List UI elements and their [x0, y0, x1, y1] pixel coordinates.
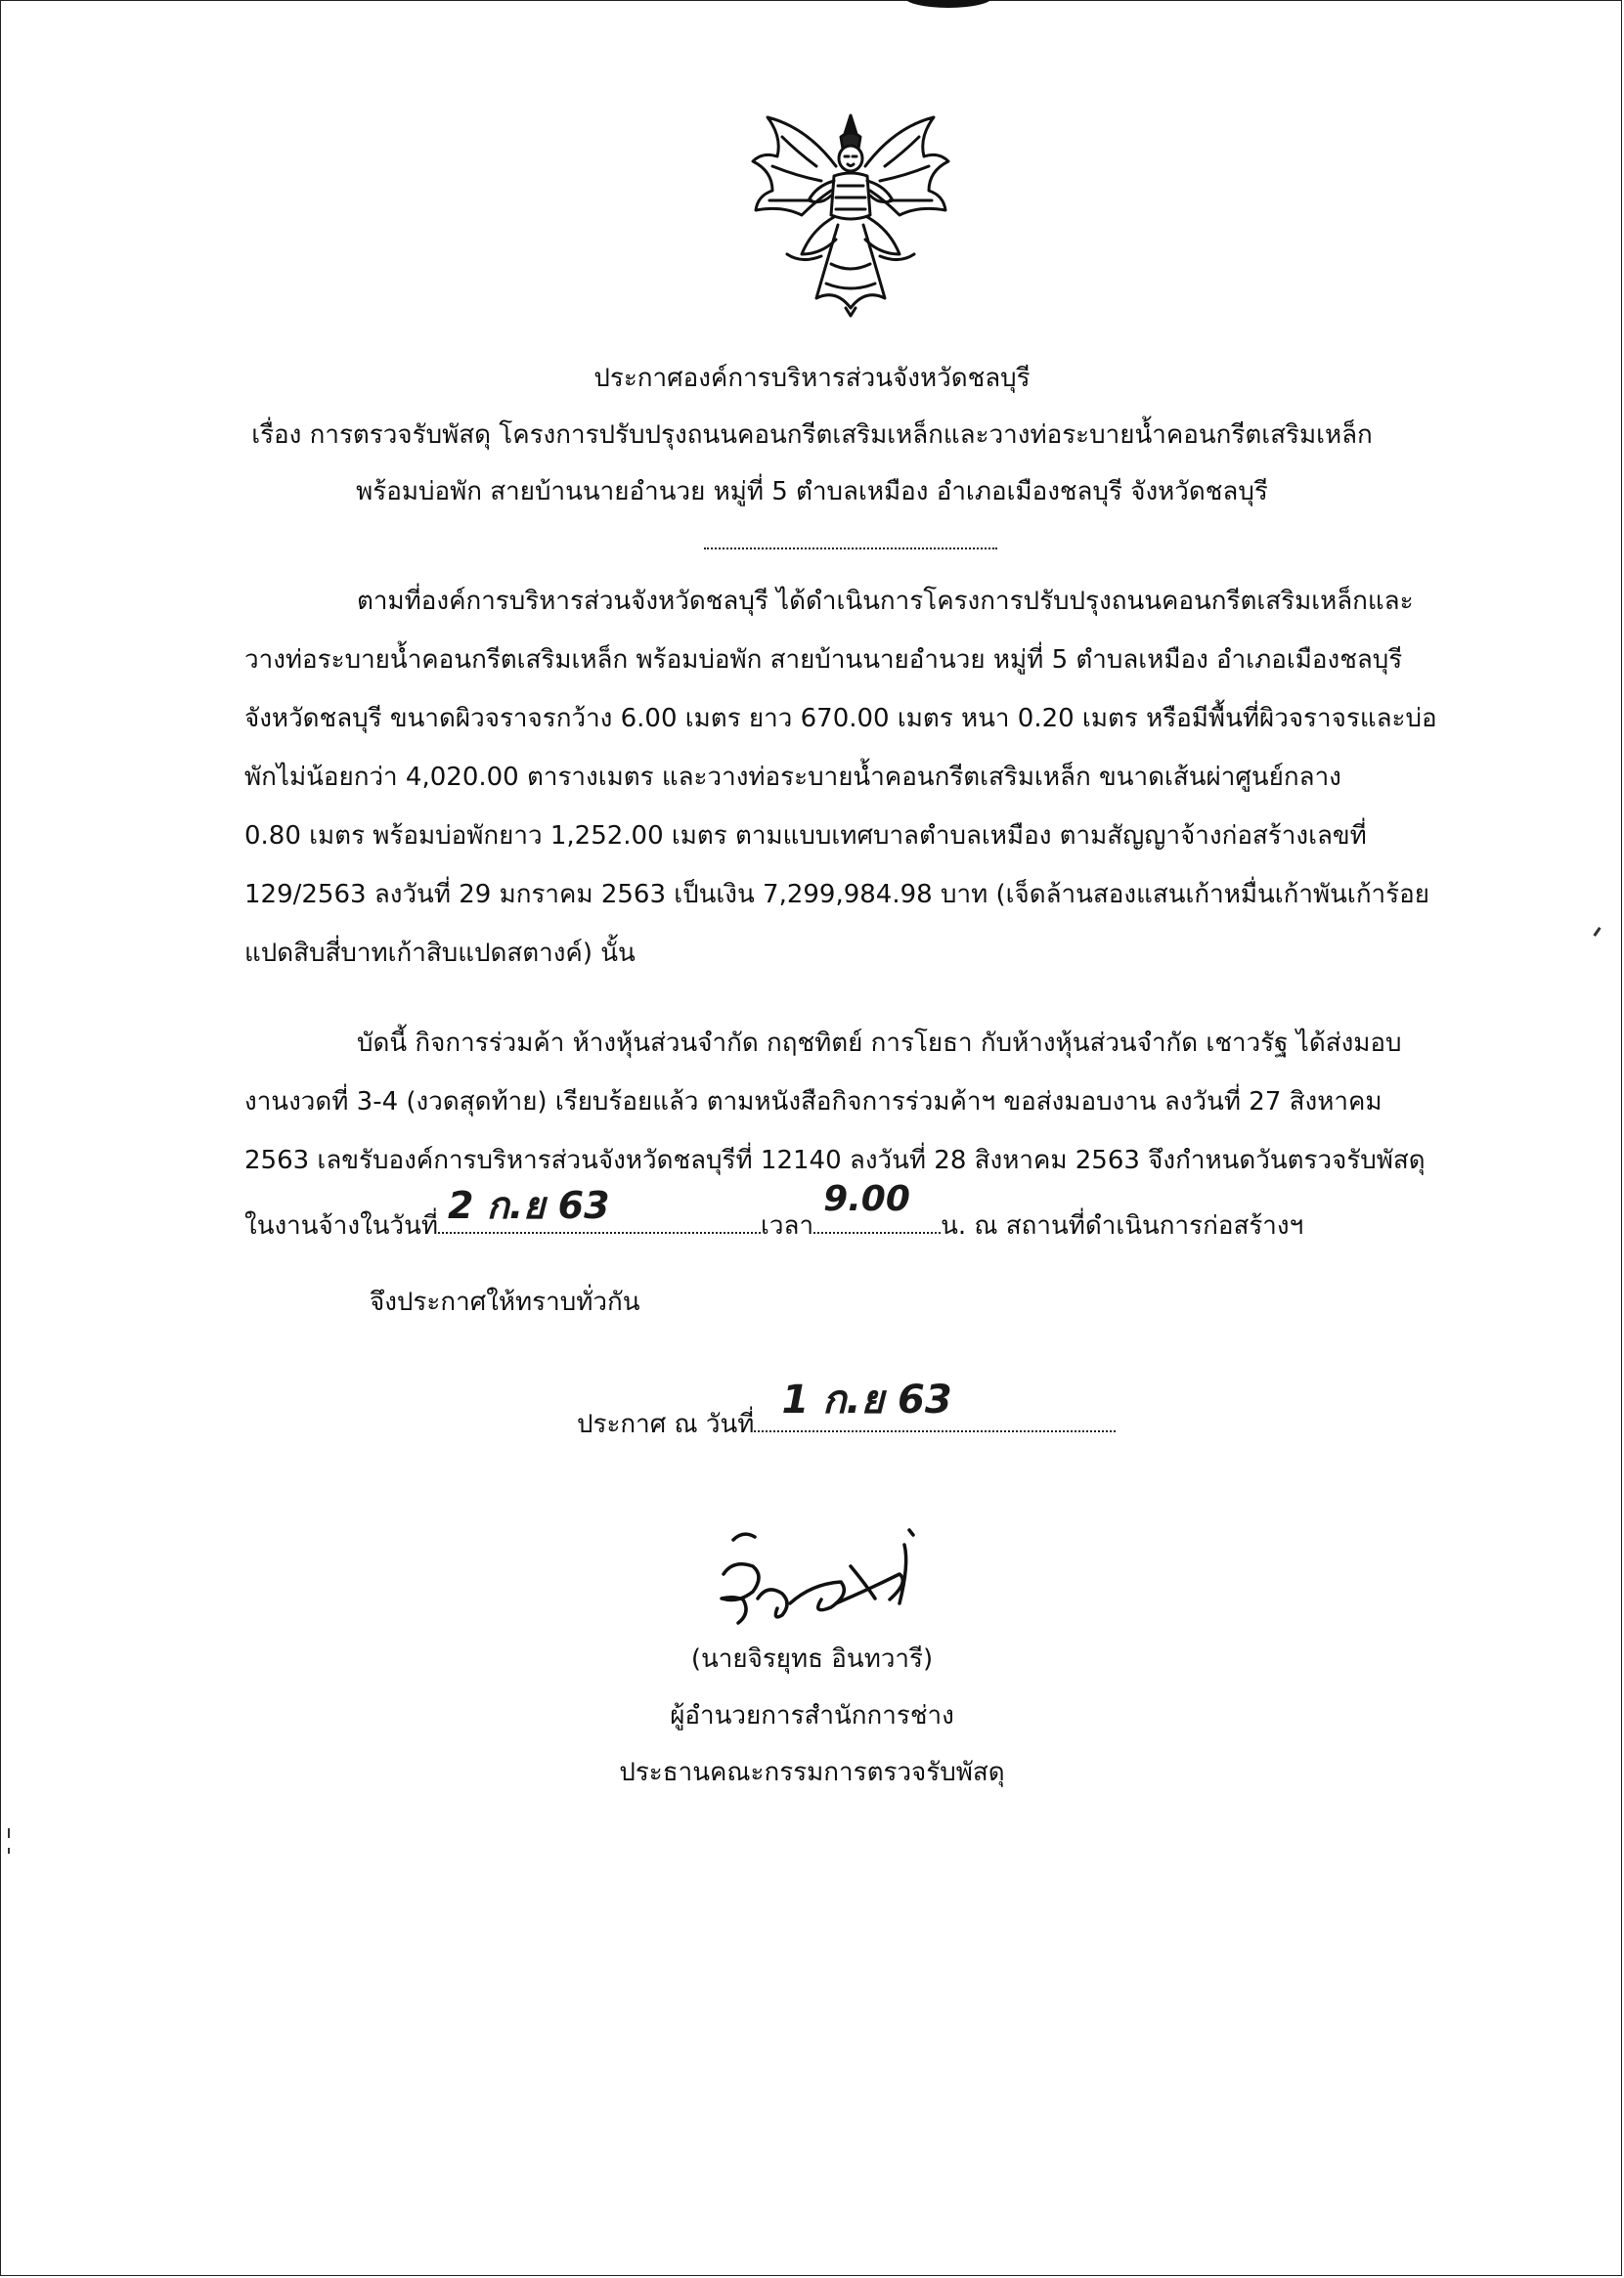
paragraph2-line: 2563 เลขรับองค์การบริหารส่วนจังหวัดชลบุรีที่ 12140 ลงวันที่ 28 สิงหาคม 2563 จึงกำหนดวันตรวจรับพัสดุ	[244, 1146, 1426, 1175]
time-blank	[813, 1179, 941, 1234]
inspection-date-blank	[438, 1184, 761, 1234]
garuda-emblem-icon	[748, 108, 953, 318]
announcement-date-blank	[754, 1378, 1116, 1432]
subject-line-1: เรื่อง การตรวจรับพัสดุ โครงการปรับปรุงถนนคอนกรีตเสริมเหล็กและวางท่อระบายน้ำคอนกรีตเสริมเหล็ก	[251, 420, 1373, 450]
paragraph1-line: แปดสิบสี่บาทเก้าสิบแปดสตางค์) นั้น	[244, 939, 636, 968]
scan-artifact	[8, 1828, 10, 1838]
signatory-position: ผู้อำนวยการสำนักการช่าง	[670, 1701, 954, 1730]
subject-line-2: พร้อมบ่อพัก สายบ้านนายอำนวย หมู่ที่ 5 ตำบลเหมือง อำเภอเมืองชลบุรี จังหวัดชลบุรี	[356, 477, 1268, 506]
announcement-date-label: ประกาศ ณ วันที่	[577, 1410, 755, 1439]
paragraph1-line: 129/2563 ลงวันที่ 29 มกราคม 2563 เป็นเงิน 7,299,984.98 บาท (เจ็ดล้านสองแสนเก้าหมื่นเก้าพันเก้าร้อย	[244, 880, 1429, 909]
scan-artifact	[8, 1848, 10, 1854]
closing-statement: จึงประกาศให้ทราบทั่วกัน	[370, 1288, 640, 1317]
location-suffix: น. ณ สถานที่ดำเนินการก่อสร้างฯ	[941, 1211, 1304, 1241]
handwritten-time: 9.00	[823, 1179, 910, 1219]
paragraph1-line: ตามที่องค์การบริหารส่วนจังหวัดชลบุรี ได้ดำเนินการโครงการปรับปรุงถนนคอนกรีตเสริมเหล็กและ	[357, 587, 1414, 616]
paragraph1-line: พักไม่น้อยกว่า 4,020.00 ตารางเมตร และวางท่อระบายน้ำคอนกรีตเสริมเหล็ก ขนาดเส้นผ่าศูนย์กลาง	[244, 763, 1341, 792]
handwritten-inspection-date: 2 ก.ย 63	[448, 1184, 610, 1227]
paragraph1-line: จังหวัดชลบุรี ขนาดผิวจราจรกว้าง 6.00 เมตร ยาว 670.00 เมตร หนา 0.20 เมตร หรือมีพื้นที่ผิวจราจรและบ่อ	[244, 704, 1437, 733]
paragraph2-line: งานงวดที่ 3-4 (งวดสุดท้าย) เรียบร้อยแล้ว ตามหนังสือกิจการร่วมค้าฯ ขอส่งมอบงาน ลงวันที่ 27 สิงหาคม	[244, 1087, 1383, 1117]
document-title: ประกาศองค์การบริหารส่วนจังหวัดชลบุรี	[593, 364, 1031, 393]
announcement-date-line	[577, 1378, 1116, 1441]
paragraph1-line: วางท่อระบายน้ำคอนกรีตเสริมเหล็ก พร้อมบ่อพัก สายบ้านนายอำนวย หมู่ที่ 5 ตำบลเหมือง อำเภอเมืองชลบุรี	[244, 645, 1403, 675]
signatory-name: (นายจิรยุทธ อินทวารี)	[690, 1644, 934, 1674]
dotted-separator	[704, 548, 997, 549]
inspection-date-line	[244, 1179, 1304, 1243]
time-label: เวลา	[761, 1211, 814, 1241]
signatory-role: ประธานคณะกรรมการตรวจรับพัสดุ	[619, 1758, 1005, 1787]
handwritten-announcement-date: 1 ก.ย 63	[781, 1378, 952, 1423]
paragraph2-line: บัดนี้ กิจการร่วมค้า ห้างหุ้นส่วนจำกัด กฤชทิตย์ การโยธา กับห้างหุ้นส่วนจำกัด เชาวรัฐ ได้ส่งมอบ	[357, 1029, 1402, 1058]
handwritten-signature	[704, 1506, 997, 1633]
paragraph1-line: 0.80 เมตร พร้อมบ่อพักยาว 1,252.00 เมตร ตามแบบเทศบาลตำบลเหมือง ตามสัญญาจ้างก่อสร้างเลขที่	[244, 821, 1367, 851]
inspection-date-prefix: ในงานจ้างในวันที่	[244, 1211, 439, 1241]
